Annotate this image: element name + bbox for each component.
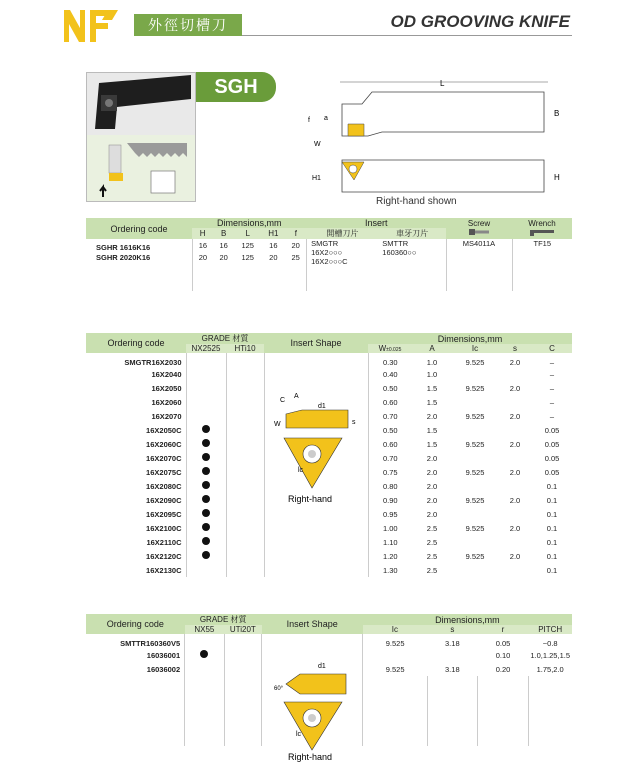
cell-C: 0.1 — [546, 523, 558, 533]
ordering-code: 16036002 — [146, 664, 181, 674]
cell-C: 0.05 — [544, 467, 560, 477]
grade-hti-cell — [226, 409, 264, 423]
ordering-code: SGHR 1616K16 — [96, 243, 151, 252]
grooving-insert-shape — [272, 388, 362, 508]
col-L: L — [245, 229, 250, 238]
cell-W: 0.75 — [368, 465, 412, 479]
shape-label-W: W — [274, 421, 281, 428]
grade-nx-cell — [186, 437, 226, 451]
header-rule — [242, 35, 572, 36]
cell-r: 0.20 — [495, 664, 511, 674]
grade-nx-cell — [186, 381, 226, 395]
grade-hti-cell — [226, 437, 264, 451]
grade-nx-cell — [186, 549, 226, 563]
cell-A: 1.5 — [426, 439, 438, 449]
cell-Ic: 9.525 — [363, 662, 427, 676]
cell-s — [498, 563, 532, 577]
product-photo-box — [86, 72, 196, 202]
cell-C: 0.1 — [546, 551, 558, 561]
dim-W-label: W — [314, 141, 321, 148]
cell-wrench: TF15 — [512, 239, 572, 291]
cell-s: 2.0 — [509, 523, 521, 533]
grade-hti-cell — [226, 395, 264, 409]
grade-hti-cell — [226, 367, 264, 381]
cell-Ic — [452, 423, 498, 437]
cell-A: 1.5 — [426, 425, 438, 435]
col-W-label: W — [378, 344, 387, 353]
cell-Ic: 9.525 — [465, 495, 485, 505]
cell-W: 0.40 — [368, 367, 412, 381]
screw-label: Screw — [467, 219, 491, 228]
col-H: H — [199, 229, 206, 238]
grade-hti-cell — [226, 521, 264, 535]
grade-nx-cell — [186, 479, 226, 493]
threading-insert-shape — [272, 656, 362, 764]
cell-C: 0.1 — [546, 565, 558, 575]
shape-label-d1: d1 — [318, 403, 326, 410]
col-r: r — [501, 625, 505, 634]
cell-W: 0.90 — [368, 493, 412, 507]
stock-dot — [202, 523, 210, 531]
cell-Ic: 9.525 — [465, 439, 485, 449]
header-en-title: OD GROOVING KNIFE — [390, 12, 570, 31]
col-dimensions: Dimensions,mm — [437, 333, 503, 344]
wrench-label: Wrench — [528, 219, 556, 228]
shape-label-lc: lc — [298, 467, 304, 474]
cell-L: 125 — [241, 253, 254, 262]
cell-A: 1.5 — [426, 383, 438, 393]
cell-Ic: 9.525 — [465, 551, 485, 561]
ordering-code: 16X2070C — [146, 453, 182, 463]
cell-pitch: ~0.8 — [542, 638, 558, 648]
cell-A: 2.5 — [426, 565, 438, 575]
cell-Ic — [452, 451, 498, 465]
cell-Ic: 9.525 — [465, 523, 485, 533]
col-dimensions: Dimensions,mm — [435, 614, 500, 625]
col-ordering-code: Ordering code — [107, 338, 165, 348]
col-threading-insert: 車牙刀片 — [396, 229, 429, 238]
col-grade-nx: NX2525 — [191, 344, 221, 353]
stock-dot — [202, 481, 210, 489]
grade-uti-cell — [224, 662, 262, 676]
table-row — [86, 634, 572, 648]
right-hand-caption: Right-hand — [288, 494, 333, 504]
shape-label-d1: d1 — [318, 663, 326, 670]
cell-A: 2.0 — [426, 495, 438, 505]
ordering-code: 16X2050 — [151, 383, 182, 393]
stock-dot — [202, 551, 210, 559]
shape-label-angle: 60° — [274, 686, 284, 692]
cell-C: 0.1 — [546, 481, 558, 491]
wrench-icon — [528, 228, 556, 236]
stock-dot — [202, 509, 210, 517]
cell-W: 0.95 — [368, 507, 412, 521]
insert2-line: SMTTR — [382, 239, 409, 248]
grade-hti-cell — [226, 381, 264, 395]
cell-W: 0.80 — [368, 479, 412, 493]
grade-nx-cell — [186, 535, 226, 549]
cell-s: 2.0 — [509, 467, 521, 477]
cell-s — [498, 395, 532, 409]
cell-C: 0.1 — [546, 537, 558, 547]
cell-Ic — [452, 535, 498, 549]
cell-Ic — [452, 479, 498, 493]
cell-screw: MS4011A — [446, 239, 512, 291]
grade-hti-cell — [226, 423, 264, 437]
insert1-line: SMGTR — [311, 239, 339, 248]
grade-hti-cell — [226, 563, 264, 577]
cell-Ic: 9.525 — [465, 467, 485, 477]
cell-s: 2.0 — [509, 357, 521, 367]
cell-A: 1.0 — [426, 369, 438, 379]
grade-hti-cell — [226, 549, 264, 563]
stock-dot — [200, 650, 208, 658]
grade-nx-cell — [186, 395, 226, 409]
shape-label-C: C — [280, 397, 286, 404]
col-B: B — [221, 229, 227, 238]
grade-nx-cell — [186, 423, 226, 437]
right-hand-shown-caption: Right-hand shown — [376, 196, 457, 207]
cell-W: 0.60 — [368, 437, 412, 451]
grade-hti-cell — [226, 493, 264, 507]
cell-s: 3.18 — [445, 638, 460, 648]
cell-A: 2.5 — [426, 551, 438, 561]
cell-A: 2.0 — [426, 509, 438, 519]
grade-uti-cell — [224, 634, 262, 648]
ordering-code: 16X2060 — [151, 397, 182, 407]
cell-Ic — [452, 563, 498, 577]
cell-s: 2.0 — [509, 495, 521, 505]
grade-uti-cell — [224, 648, 262, 662]
col-wrench — [512, 218, 572, 239]
ordering-code: 16X2090C — [146, 495, 182, 505]
cell-H: 20 — [192, 252, 213, 263]
cell-s: 2.0 — [509, 439, 521, 449]
cell-C: 0.1 — [546, 509, 558, 519]
cell-Ic — [452, 367, 498, 381]
cell-A: 2.5 — [426, 537, 438, 547]
header-cn-title: 外徑切槽刀 — [134, 14, 242, 36]
col-grade: GRADE 材質 — [201, 334, 249, 343]
cell-s — [498, 367, 532, 381]
col-H1: H1 — [268, 229, 279, 238]
cell-A: 1.0 — [426, 357, 438, 367]
ordering-code: 16X2070 — [151, 411, 182, 421]
ordering-code: 16X2120C — [146, 551, 182, 561]
product-code-tag: SGH — [196, 72, 276, 102]
right-hand-caption: Right-hand — [288, 752, 333, 762]
stock-dot — [202, 467, 210, 475]
insert2-line: 160360○○ — [382, 248, 417, 257]
cell-W: 0.70 — [368, 409, 412, 423]
stock-dot — [202, 425, 210, 433]
dim-L-label: L — [440, 79, 445, 88]
grade-hti-cell — [226, 353, 264, 367]
cell-H: 16 — [192, 239, 213, 252]
cell-A: 2.0 — [426, 411, 438, 421]
cell-Ic — [452, 395, 498, 409]
grade-nx-cell — [186, 563, 226, 577]
cell-s: 2.0 — [509, 383, 521, 393]
cell-s — [498, 423, 532, 437]
grade-hti-cell — [226, 507, 264, 521]
cell-s — [427, 648, 478, 662]
cell-H1: 20 — [269, 253, 278, 262]
cell-C: – — [549, 357, 555, 367]
col-s: s — [513, 344, 517, 353]
cell-A: 2.5 — [426, 523, 438, 533]
col-grade: GRADE 材質 — [199, 615, 247, 624]
cell-Ic: 9.525 — [465, 357, 485, 367]
stock-dot — [202, 439, 210, 447]
col-grade-nx: NX55 — [194, 625, 215, 634]
grade-hti-cell — [226, 479, 264, 493]
cell-s: 2.0 — [509, 411, 521, 421]
cell-L: 125 — [241, 241, 254, 250]
cell-s — [498, 507, 532, 521]
shape-label-A: A — [294, 393, 299, 400]
cell-Ic: 9.525 — [465, 411, 485, 421]
insert1-line: 16X2○○○C — [311, 257, 348, 266]
grade-nx-cell — [186, 367, 226, 381]
ordering-code: 16X2075C — [146, 467, 182, 477]
cell-C: – — [549, 383, 555, 393]
cell-Ic: 9.525 — [363, 634, 427, 648]
ordering-code: 16X2130C — [146, 565, 182, 575]
grade-hti-cell — [226, 465, 264, 479]
cell-s: 2.0 — [509, 551, 521, 561]
grade-nx-cell — [185, 634, 224, 648]
grade-hti-cell — [226, 451, 264, 465]
table-row — [86, 353, 572, 367]
cell-Ic — [452, 507, 498, 521]
grade-nx-cell — [186, 409, 226, 423]
col-f: f — [294, 229, 297, 238]
cell-C: – — [549, 397, 555, 407]
ordering-code: SGHR 2020K16 — [96, 253, 151, 262]
col-C: C — [549, 344, 555, 353]
cell-B: 16 — [219, 241, 228, 250]
dim-H1-label: H1 — [312, 175, 321, 182]
cell-A: 1.5 — [426, 397, 438, 407]
screw-icon — [468, 228, 490, 236]
col-grooving-insert: 開槽刀片 — [326, 229, 359, 238]
insert1-line: 16X2○○○ — [311, 248, 343, 257]
ordering-code: 16036001 — [146, 650, 181, 660]
cell-s — [498, 451, 532, 465]
dim-H-label: H — [554, 173, 560, 182]
cell-C: 0.1 — [546, 495, 558, 505]
grade-nx-cell — [186, 353, 226, 367]
cell-W: 1.30 — [368, 563, 412, 577]
ordering-code: 16X2060C — [146, 439, 182, 449]
col-A: A — [429, 344, 435, 353]
cell-pitch: 1.0,1.25,1.5 — [530, 650, 570, 660]
cell-C: 0.05 — [544, 453, 560, 463]
cell-W: 1.20 — [368, 549, 412, 563]
cell-f: 25 — [291, 253, 300, 262]
cell-W: 0.50 — [368, 423, 412, 437]
col-grade-hti: HTi10 — [234, 344, 256, 353]
col-ordering-code: Ordering code — [106, 619, 164, 629]
cell-C: 0.05 — [544, 439, 560, 449]
col-s: s — [450, 625, 455, 634]
col-ordering-code: Ordering code — [110, 223, 168, 234]
cell-f: 20 — [291, 241, 300, 250]
ordering-code: 16X2095C — [146, 509, 182, 519]
grade-nx-cell — [186, 465, 226, 479]
cell-Ic — [363, 648, 427, 662]
cell-s — [498, 479, 532, 493]
col-Ic: Ic — [391, 625, 398, 634]
cell-W: 1.10 — [368, 535, 412, 549]
ordering-code: SMTTR160360V5 — [120, 638, 181, 648]
dim-f-label: f — [308, 117, 310, 124]
cell-A: 2.0 — [426, 481, 438, 491]
holder-drawing — [302, 76, 572, 196]
cell-Ic: 9.525 — [465, 383, 485, 393]
cell-s — [498, 535, 532, 549]
cell-W: 0.70 — [368, 451, 412, 465]
dim-B-label: B — [554, 109, 560, 118]
cell-W: 1.00 — [368, 521, 412, 535]
ordering-code: 16X2050C — [146, 425, 182, 435]
col-Ic: Ic — [471, 344, 479, 353]
col-W-tolerance: ±0.025 — [386, 347, 402, 353]
grade-nx-cell — [185, 648, 224, 662]
cell-pitch: 1.75,2.0 — [536, 664, 564, 674]
cell-W: 0.30 — [368, 353, 412, 367]
cell-B: 20 — [219, 253, 228, 262]
nf-logo — [62, 6, 124, 44]
cell-C: – — [549, 369, 555, 379]
grade-nx-cell — [186, 493, 226, 507]
cell-C: – — [549, 411, 555, 421]
grade-nx-cell — [186, 521, 226, 535]
grade-nx-cell — [186, 451, 226, 465]
stock-dot — [202, 537, 210, 545]
shape-label-lc: lc — [296, 731, 302, 738]
stock-dot — [202, 453, 210, 461]
col-screw — [446, 218, 512, 239]
cell-W: 0.50 — [368, 381, 412, 395]
col-insert: Insert — [365, 218, 388, 228]
product-photo — [87, 73, 195, 201]
shape-label-s: s — [352, 419, 356, 426]
cell-s: 3.18 — [445, 664, 460, 674]
cell-C: 0.05 — [544, 425, 560, 435]
grade-hti-cell — [226, 535, 264, 549]
col-grade-uti: UTi20T — [229, 625, 256, 634]
holder-table — [86, 218, 572, 291]
col-pitch: PITCH — [538, 625, 563, 634]
col-insert-shape: Insert Shape — [286, 619, 338, 629]
dim-a-label: a — [324, 115, 328, 122]
stock-dot — [202, 495, 210, 503]
cell-W: 0.60 — [368, 395, 412, 409]
cell-A: 2.0 — [426, 467, 438, 477]
ordering-code: 16X2040 — [151, 369, 182, 379]
cell-H1: 16 — [269, 241, 278, 250]
cell-threading-insert — [378, 239, 446, 291]
ordering-code: 16X2080C — [146, 481, 182, 491]
grade-nx-cell — [186, 507, 226, 521]
cell-A: 2.0 — [426, 453, 438, 463]
col-dimensions: Dimensions,mm — [217, 218, 282, 228]
ordering-code: SMGTR16X2030 — [124, 357, 182, 367]
grade-nx-cell — [185, 662, 224, 676]
col-insert-shape: Insert Shape — [290, 338, 342, 348]
ordering-code: 16X2100C — [146, 523, 182, 533]
cell-r: 0.10 — [495, 650, 511, 660]
table-row — [86, 239, 572, 252]
ordering-code: 16X2110C — [146, 537, 182, 547]
cell-grooving-insert — [307, 239, 379, 291]
cell-r: 0.05 — [495, 638, 511, 648]
col-W — [368, 344, 412, 353]
